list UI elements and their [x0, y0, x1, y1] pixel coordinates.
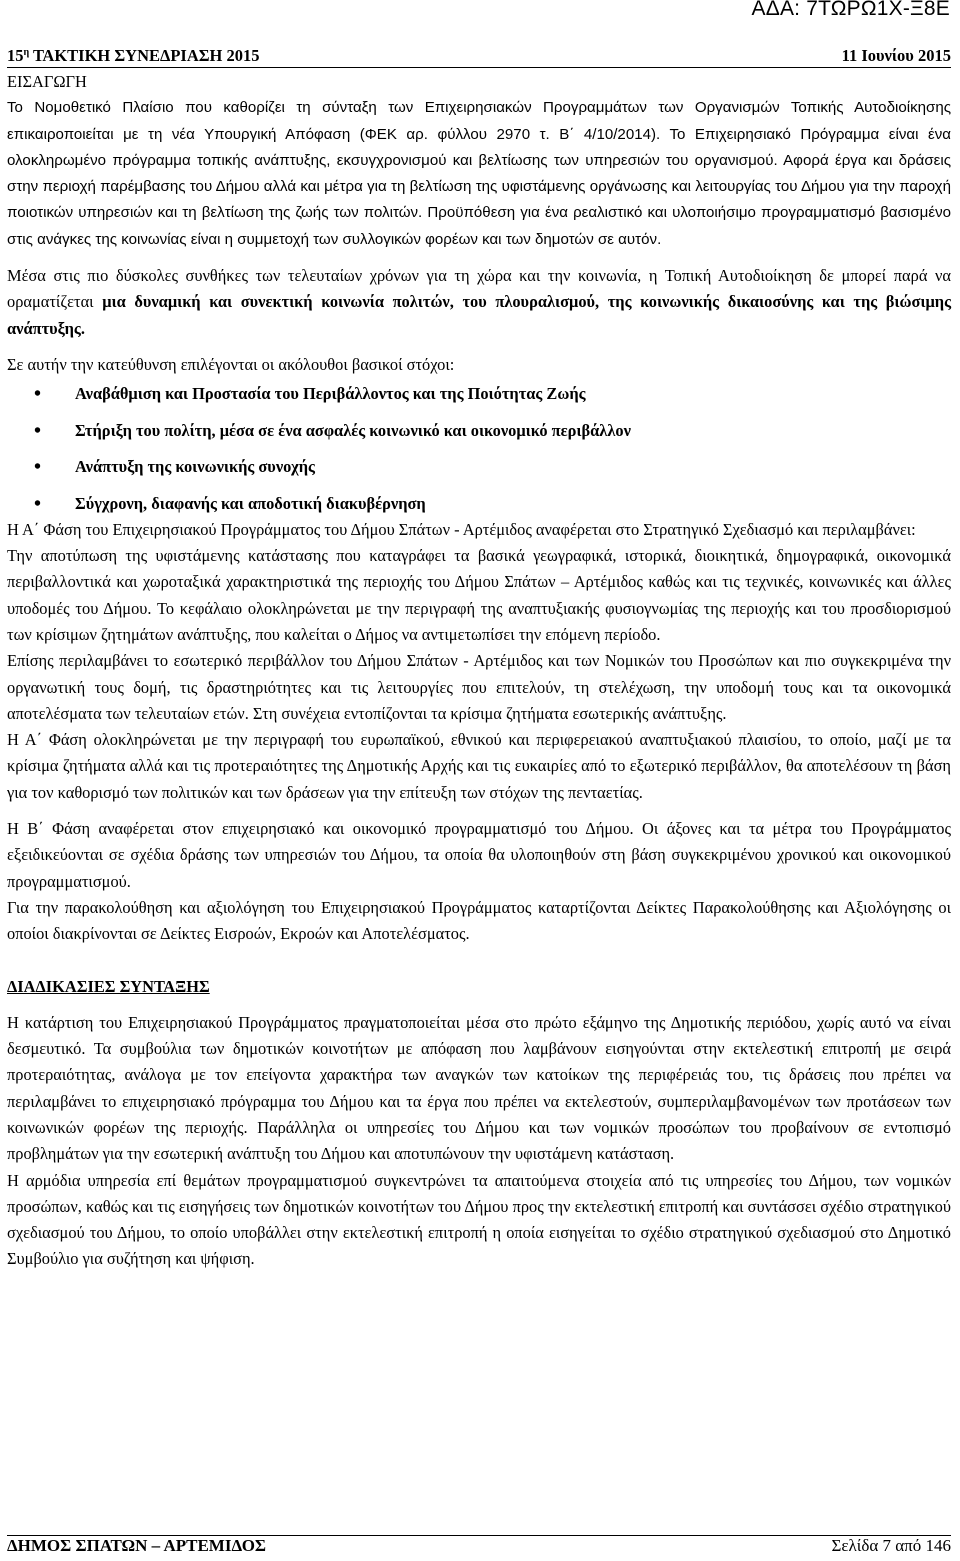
- goal-item: • Σύγχρονη, διαφανής και αποδοτική διακυβέρνηση: [7, 491, 951, 517]
- page-number: Σελίδα 7 από 146: [831, 1536, 951, 1555]
- goal-item: • Ανάπτυξη της κοινωνικής συνοχής: [7, 454, 951, 480]
- current-state-paragraph: Την αποτύπωση της υφιστάμενης κατάστασης που καταγράφει τα βασικά γεωγραφικά, ιστορικά, διοικητικά, δημογραφικά, οικονομικά περιβαλλοντικά και χωροταξικά χαρακτηριστικά της περιοχής του Δήμου Σπάτων – Αρτέμιδος καθώς και τις τεχνικές, κοινωνικές και άλλες υποδομές του Δήμου. Το κεφάλαιο ολοκληρώνεται με την περιγραφή της αναπτυξιακής φυσιογνωμίας της περιοχής και του προσδιορισμού των κρίσιμων ζητημάτων ανάπτυξης, που καλείται ο Δήμος να αντιμετωπίσει την επόμενη περίοδο.: [7, 546, 951, 644]
- goal-item: • Αναβάθμιση και Προστασία του Περιβάλλοντος και της Ποιότητας Ζωής: [7, 381, 951, 407]
- phase-b-paragraph: Η Β΄ Φάση αναφέρεται στον επιχειρησιακό και οικονομικό προγραμματισμό του Δήμου. Οι άξονες και τα μέτρα του Προγράμματος εξειδικεύονται σε σχέδια δράσης των υπηρεσιών του Δήμου, τα οποία θα υλοποιηθούν στη βάση συγκεκριμένου χρονικού και οικονομικού προγραμματισμού.: [7, 819, 951, 891]
- intro-paragraph-2: Μέσα στις πιο δύσκολες συνθήκες των τελευταίων χρόνων για τη χώρα και την κοινωνία, η Τοπική Αυτοδιοίκηση δε μπορεί παρά να οραματίζεται μια δυναμική και συνεκτική κοινωνία πολιτών, του πλουραλισμού, της κοινωνικής δικαιοσύνης και της βιώσιμης ανάπτυξης.: [7, 266, 951, 338]
- ada-code: ΑΔΑ: 7ΤΩΡΩ1Χ-Ξ8Ε: [751, 0, 950, 20]
- goals-list: [7, 381, 951, 517]
- document-body: [7, 69, 951, 1273]
- phase-a-completion-paragraph: Η Α΄ Φάση ολοκληρώνεται με την περιγραφή του ευρωπαϊκού, εθνικού και περιφερειακού αναπτυξιακού πλαισίου, το οποίο, μαζί με τα κρίσιμα ζητήματα αλλά και τις προτεραιότητες της Δημοτικής Αρχής και τις ευκαιρίες από το εξωτερικό περιβάλλον, θα αποτελέσουν τη βάση για τον καθορισμό των πολιτικών και των δράσεων για την επίτευξη των στόχων της πενταετίας.: [7, 730, 951, 802]
- procedures-heading: ΔΙΑΔΙΚΑΣΙΕΣ ΣΥΝΤΑΞΗΣ: [7, 976, 210, 996]
- phase-a-paragraph: Η Α΄ Φάση του Επιχειρησιακού Προγράμματος του Δήμου Σπάτων - Αρτέμιδος αναφέρεται στο Στρατηγικό Σχεδιασμό και περιλαμβάνει:: [7, 519, 916, 539]
- intro-paragraph-3: Σε αυτήν την κατεύθυνση επιλέγονται οι ακόλουθοι βασικοί στόχοι:: [7, 354, 455, 374]
- procedures-paragraph-1: Η κατάρτιση του Επιχειρησιακού Προγράμματος πραγματοποιείται μέσα στο πρώτο εξάμηνο της Δημοτικής περιόδου, χωρίς αυτό να είναι δεσμευτικό. Τα συμβούλια των δημοτικών κοινοτήτων με απόφαση που λαμβάνουν εισηγούνται στην εκτελεστική επιτροπή με σειρά προτεραιότητας, ανάλογα με τον επείγοντα χαρακτήρα των αναγκών των κατοίκων της περιφέρειάς του, τις δράσεις που πρέπει να περιλαμβάνει το επιχειρησιακό πρόγραμμα του Δήμου και τα έργα που πρέπει να εκτελεστούν, συμπεριλαμβανομένων των προτάσεων των κοινωνικών φορέων της περιοχής. Παράλληλα οι υπηρεσίες του Δήμου και των νομικών προσώπων του προβαίνουν σε εντοπισμό προβλημάτων για την εσωτερική ανάπτυξη του Δήμου και αποτυπώνουν την υφιστάμενη κατάσταση.: [7, 1012, 951, 1164]
- municipality-name: ΔΗΜΟΣ ΣΠΑΤΩΝ – ΑΡΤΕΜΙΔΟΣ: [7, 1536, 267, 1555]
- indicators-paragraph: Για την παρακολούθηση και αξιολόγηση του Επιχειρησιακού Προγράμματος καταρτίζονται Δείκτες Παρακολούθησης και Αξιολόγησης οι οποίοι διακρίνονται σε Δείκτες Εισροών, Εκροών και Αποτελέσματος.: [7, 897, 951, 944]
- session-title: $15^\eta$ ΤΑΚΤΙΚΗ ΣΥΝΕΔΡΙΑΣΗ 2015: [7, 46, 260, 65]
- session-date: 11 Ιουνίου 2015: [841, 46, 951, 65]
- goal-item: • Στήριξη του πολίτη, μέσα σε ένα ασφαλές κοινωνικό και οικονομικό περιβάλλον: [7, 418, 951, 444]
- intro-heading: ΕΙΣΑΓΩΓΗ: [7, 72, 87, 91]
- intro-paragraph-1: Το Νομοθετικό Πλαίσιο που καθορίζει τη σύνταξη των Επιχειρησιακών Προγραμμάτων των Οργανισμών Τοπικής Αυτοδιοίκησης επικαιροποιείται με τη νέα Υπουργική Απόφαση (ΦΕΚ αρ. φύλλου 2970 τ. Β΄ 4/10/2014). Το Επιχειρησιακό Πρόγραμμα είναι ένα ολοκληρωμένο πρόγραμμα τοπικής ανάπτυξης, εκσυγχρονισμού και βελτίωσης των υπηρεσιών του οργανισμού. Αφορά έργα και δράσεις στην περιοχή παρέμβασης του Δήμου αλλά και μέτρα για τη βελτίωση της υφιστάμενης οργάνωσης και λειτουργίας του Δήμου για την παροχή ποιοτικών υπηρεσιών και τη βελτίωση της ζωής των πολιτών. Προϋπόθεση για ένα ρεαλιστικό και υλοποιήσιμο προγραμματισμό βασισμένο στις ανάγκες της κοινωνίας είναι η συμμετοχή των συλλογικών φορέων και των δημοτών σε αυτόν.: [7, 99, 952, 248]
- procedures-paragraph-2: Η αρμόδια υπηρεσία επί θεμάτων προγραμματισμού συγκεντρώνει τα απαιτούμενα στοιχεία από τις υπηρεσίες του Δήμου, των νομικών προσώπων, καθώς και τις εισηγήσεις των δημοτικών κοινοτήτων του Δήμου προς την εκτελεστική επιτροπή και συντάσσει σχέδιο στρατηγικού σχεδιασμού του Δήμου, το οποίο υποβάλλει στην εκτελεστική επιτροπή η οποία εισηγείται το σχέδιο στρατηγικού σχεδιασμού στο Δημοτικό Συμβούλιο για συζήτηση και ψήφιση.: [7, 1170, 951, 1269]
- internal-env-paragraph: Επίσης περιλαμβάνει το εσωτερικό περιβάλλον του Δήμου Σπάτων - Αρτέμιδος και των Νομικών του Προσώπων και πιο συγκεκριμένα την οργανωτική τους δομή, τις δραστηριότητες και τις λειτουργίες που επιτελούν, τη στελέχωση, την υποδομή τους και τα οικονομικά αποτελέσματα των τελευταίων ετών. Στη συνέχεια εντοπίζονται τα κρίσιμα ζητήματα εσωτερικής ανάπτυξης.: [7, 651, 951, 723]
- page-header: [7, 46, 951, 68]
- page-footer: [7, 1535, 951, 1556]
